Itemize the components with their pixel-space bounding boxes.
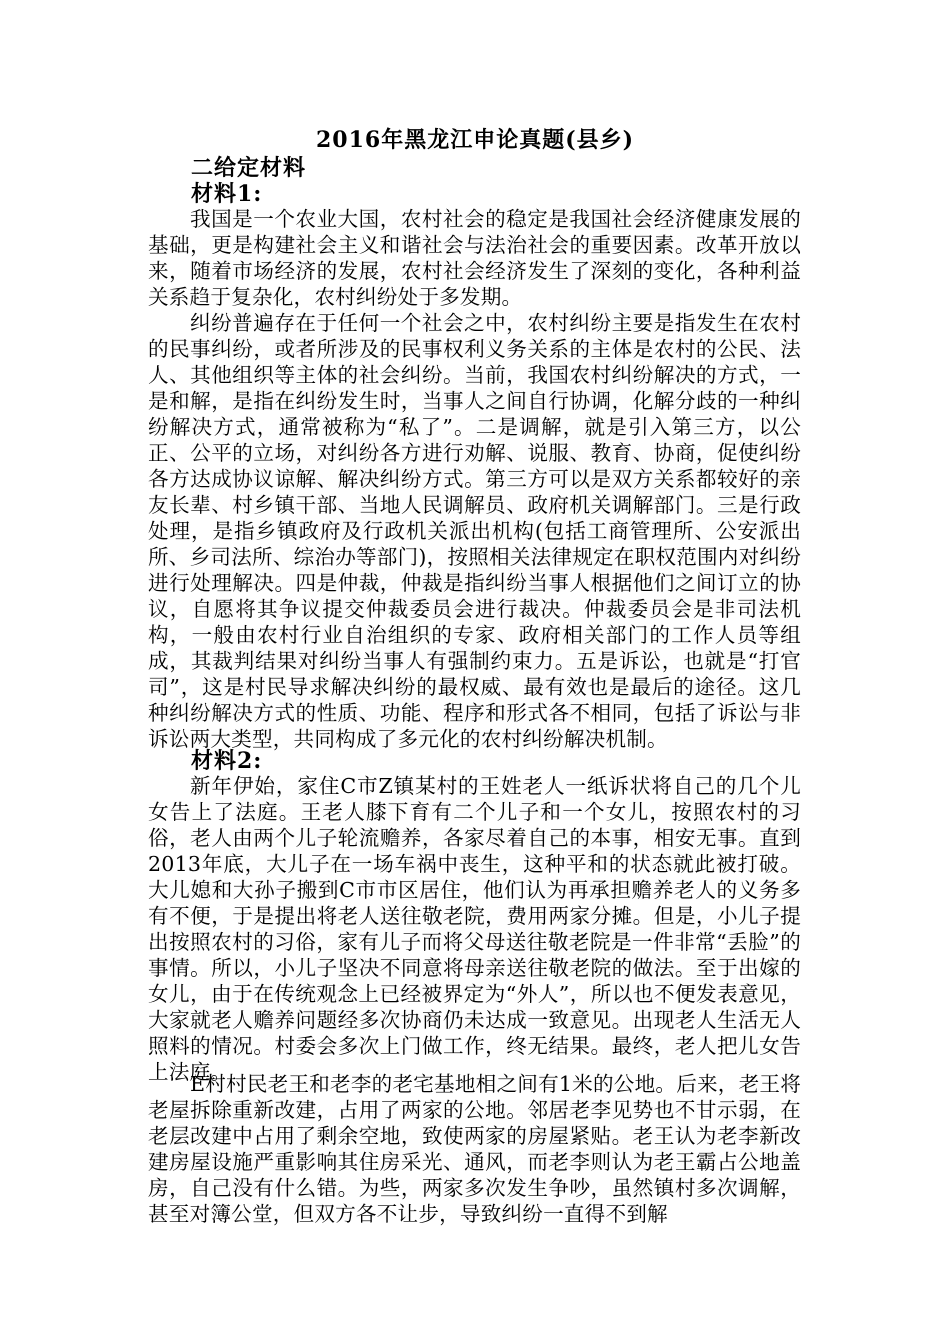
material2-paragraph-1: 新年伊始，家住C市Z镇某村的王姓老人一纸诉状将自己的几个儿女告上了法庭。王老人膝下育有二个儿子和一个女儿，按照农村的习俗，老人由两个儿子轮流赡养，各家尽着自己的本事，相安无事。直到2013年底，大儿子在一场车祸中丧生，这种平和的状态就此被打破。大儿媳和大孙子搬到C市市区居住，他们认为再承担赡养老人的义务多有不便，于是提出将老人送往敬老院，费用两家分摊。但是，小儿子提出按照农村的习俗，家有儿子而将父母送往敬老院是一件非常“丢脸”的事情。所以，小儿子坚决不同意将母亲送往敬老院的做法。至于出嫁的女儿，由于在传统观念上已经被界定为“外人”，所以也不便发表意见，大家就老人赡养问题经多次协商仍未达成一致意见。出现老人生活无人照料的情况。村委会多次上门做工作，终无结果。最终，老人把儿女告上法庭。 xyxy=(148,774,801,1084)
material2-heading: 材料2: xyxy=(191,748,263,774)
material2-paragraph-2: E村村民老王和老李的老宅基地相之间有1米的公地。后来，老王将老屋拆除重新改建，占用了两家的公地。邻居老李见势也不甘示弱，在老层改建中占用了剩余空地，致使两家的房屋紧贴。老王认为老李新改建房屋设施严重影响其住房采光、通风，而老李则认为老王霸占公地盖房，自己没有什么错。为些，两家多次发生争吵，虽然镇村多次调解，甚至对簿公堂，但双方各不让步，导致纠纷一直得不到解 xyxy=(148,1072,801,1226)
material1-paragraph-2: 纠纷普遍存在于任何一个社会之中，农村纠纷主要是指发生在农村的民事纠纷，或者所涉及的民事权利义务关系的主体是农村的公民、法人、其他组织等主体的社会纠纷。当前，我国农村纠纷解决的方式，一是和解，是指在纠纷发生时，当事人之间自行协调，化解分歧的一种纠纷解决方式，通常被称为“私了”。二是调解，就是引入第三方，以公正、公平的立场，对纠纷各方进行劝解、说服、教育、协商，促使纠纷各方达成协议谅解、解决纠纷方式。第三方可以是双方关系都较好的亲友长辈、村乡镇干部、当地人民调解员、政府机关调解部门。三是行政处理，是指乡镇政府及行政机关派出机构(包括工商管理所、公安派出所、乡司法所、综治办等部门)，按照相关法律规定在职权范围内对纠纷进行处理解决。四是仲裁，仲裁是指纠纷当事人根据他们之间订立的协议，自愿将其争议提交仲裁委员会进行裁决。仲裁委员会是非司法机构，一般由农村行业自治组织的专家、政府相关部门的工作人员等组成，其裁判结果对纠纷当事人有强制约束力。五是诉讼，也就是“打官司”，这是村民导求解决纠纷的最权威、最有效也是最后的途径。这几种纠纷解决方式的性质、功能、程序和形式各不相同，包括了诉讼与非诉讼两大类型，共同构成了多元化的农村纠纷解决机制。 xyxy=(148,311,801,751)
document-title: 2016年黑龙江申论真题(县乡) xyxy=(315,127,635,153)
section-heading: 二给定材料 xyxy=(191,155,307,181)
material1-heading: 材料1: xyxy=(191,181,263,207)
material1-paragraph-1: 我国是一个农业大国，农村社会的稳定是我国社会经济健康发展的基础，更是构建社会主义和谐社会与法治社会的重要因素。改革开放以来，随着市场经济的发展，农村社会经济发生了深刻的变化，各种利益关系趋于复杂化，农村纠纷处于多发期。 xyxy=(148,207,801,309)
